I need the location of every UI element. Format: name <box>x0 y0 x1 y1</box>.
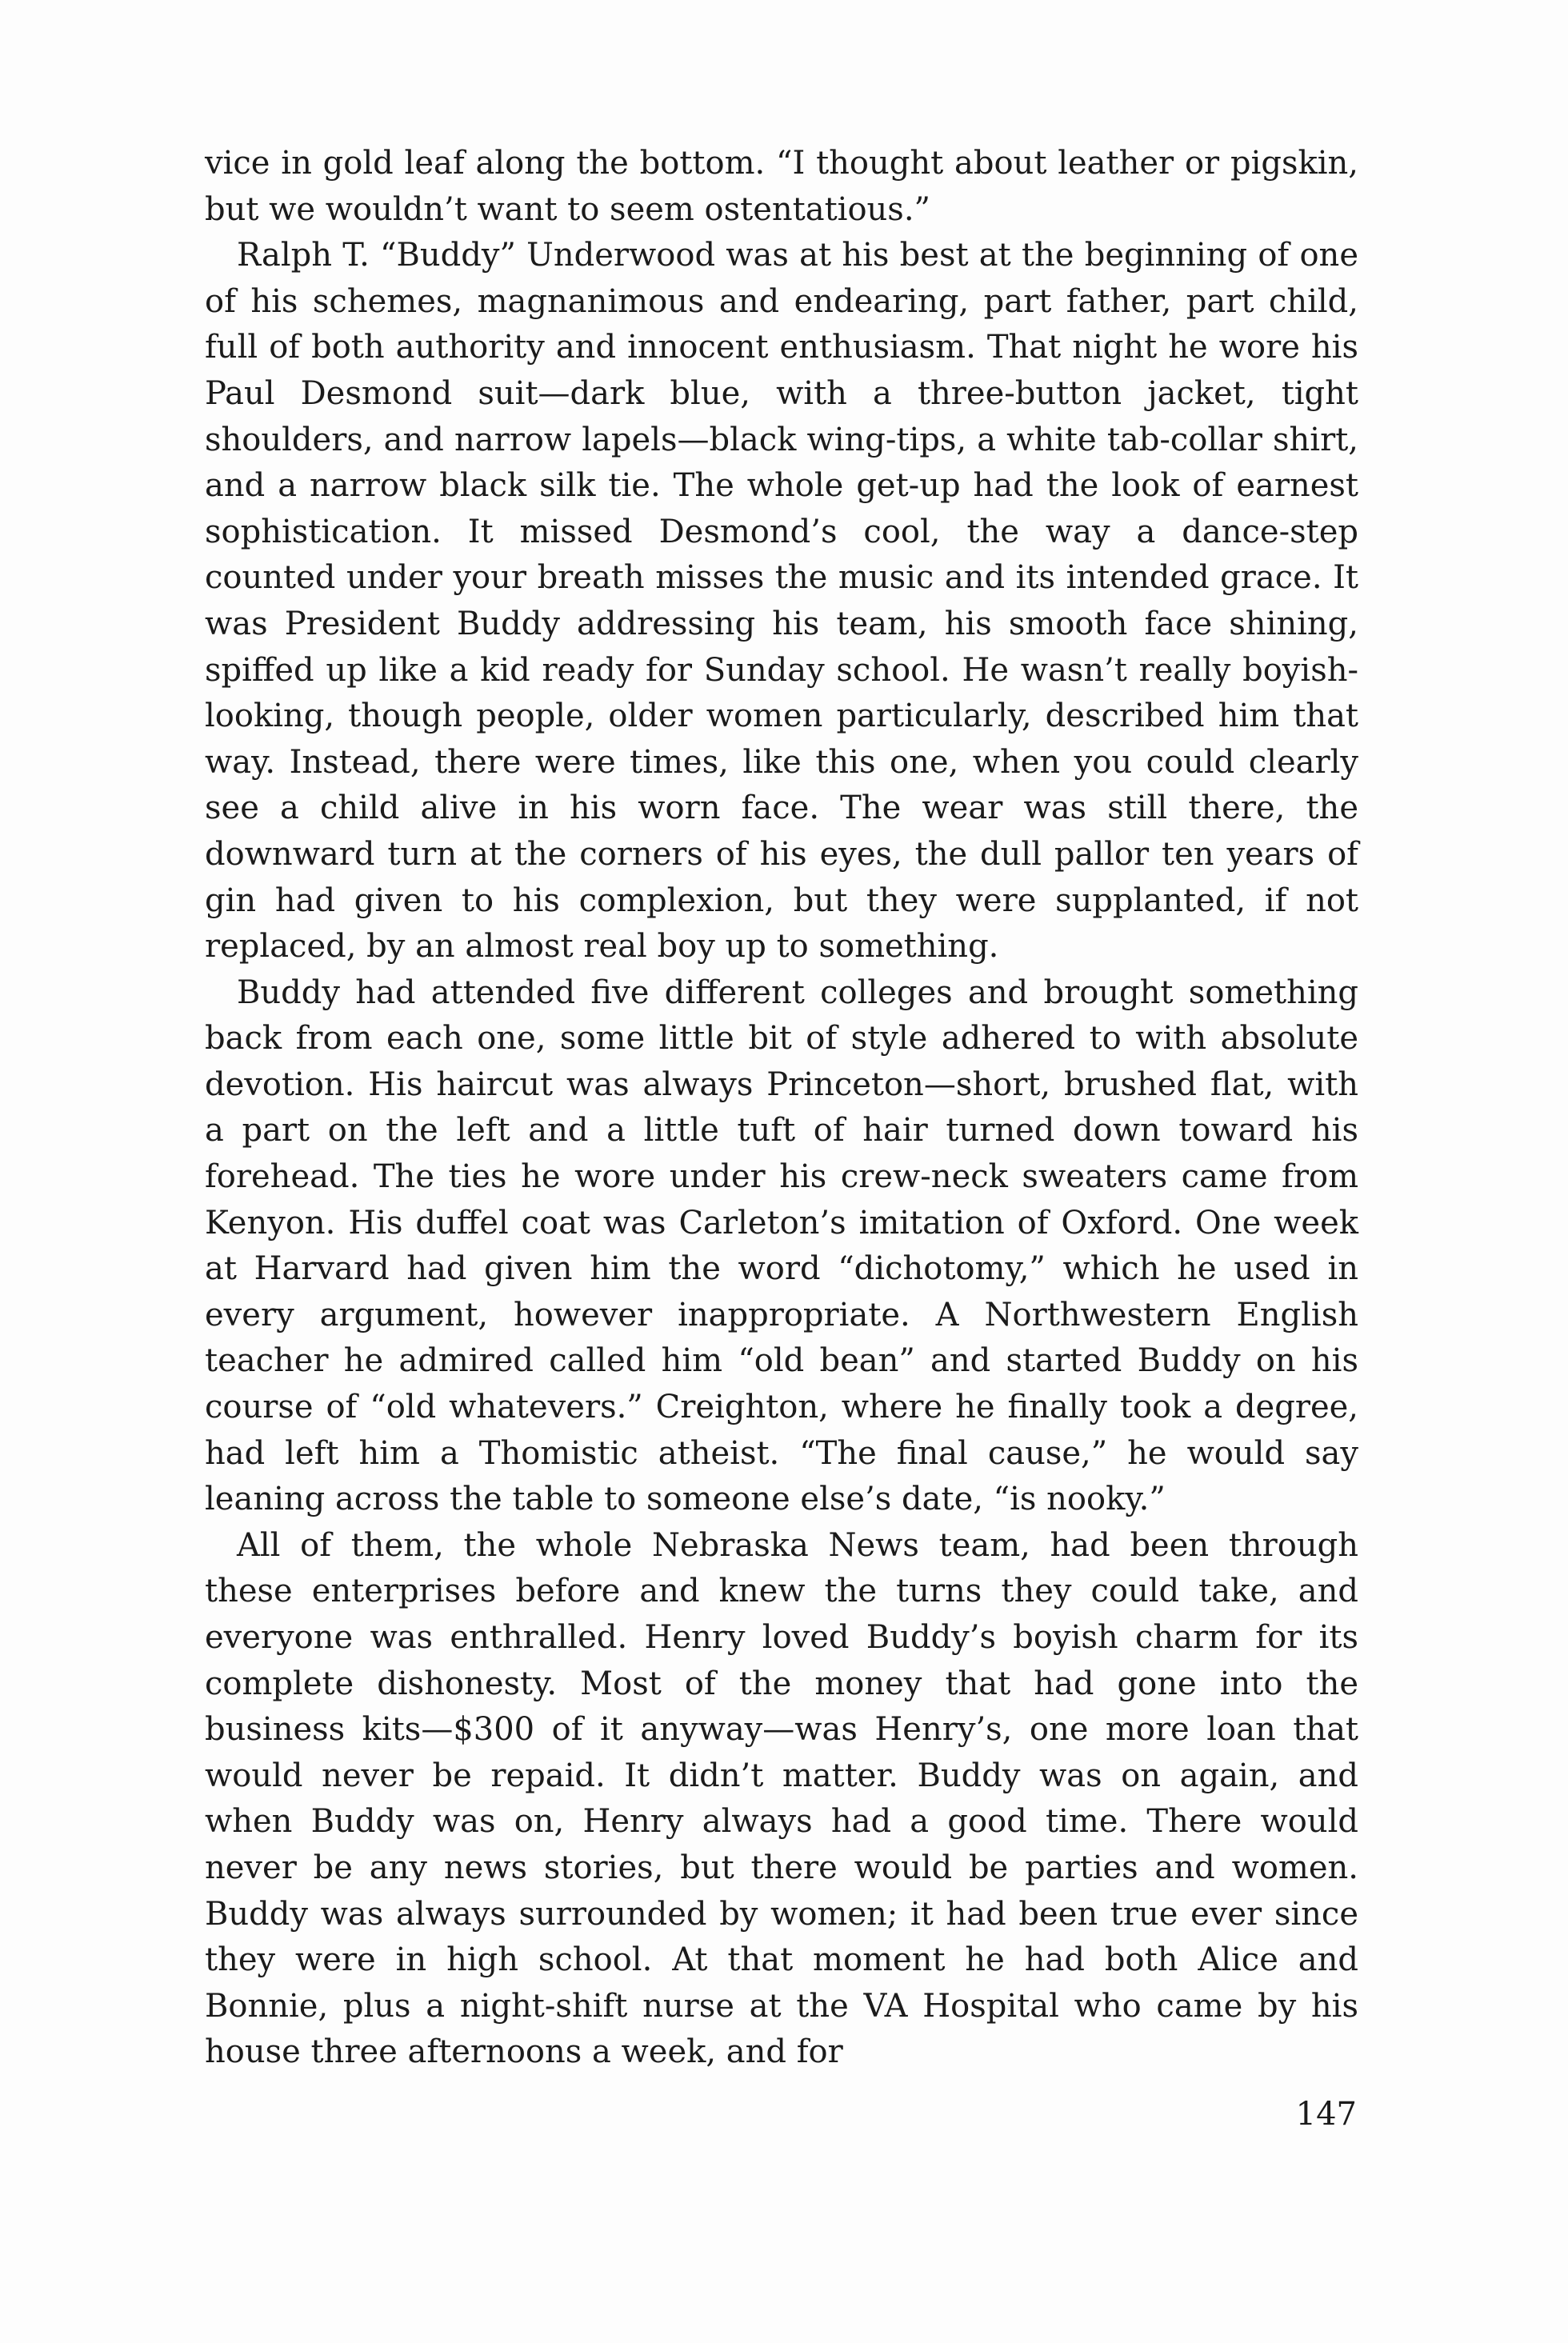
paragraph-buddy-description: Ralph T. “Buddy” Underwood was at his best at the beginning of one of his schemes, magnanimous and endearing, part father, part child, full of both authority and innocent enthusiasm. That night he wore his Paul Desmond suit—dark blue, with a three-button jacket, tight shoulders, and narrow lapels—black wing-tips, a white tab-collar shirt, and a narrow black silk tie. The whole get-up had the look of earnest sophistication. It missed Desmond’s cool, the way a dance-step counted under your breath misses the music and its intended grace. It was President Buddy addressing his team, his smooth face shining, spiffed up like a kid ready for Sunday school. He wasn’t really boyish-looking, though people, older women particularly, described him that way. Instead, there were times, like this one, when you could clearly see a child alive in his worn face. The wear was still there, the downward turn at the corners of his eyes, the dull pallor ten years of gin had given to his complexion, but they were supplanted, if not replaced, by an almost real boy up to something. <box>205 237 1358 966</box>
body-text <box>205 141 1358 2076</box>
paragraph-continuation: vice in gold leaf along the bottom. “I thought about leather or pigskin, but we wouldn’t want to seem ostentatious.” <box>205 145 1358 228</box>
paragraph-buddy-colleges: Buddy had attended five different colleges and brought something back from each one, some little bit of style adhered to with absolute devotion. His haircut was always Princeton—short, brushed flat, with a part on the left and a little tuft of hair turned down toward his forehead. The ties he wore under his crew-neck sweaters came from Kenyon. His duffel coat was Carleton’s imitation of Oxford. One week at Harvard had given him the word “dichotomy,” which he used in every argument, however inappropriate. A Northwestern English teacher he admired called him “old bean” and started Buddy on his course of “old whatevers.” Creighton, where he finally took a degree, had left him a Thomistic atheist. “The final cause,” he would say leaning across the table to someone else’s date, “is nooky.” <box>205 974 1358 1518</box>
page-number: 147 <box>1295 2096 1357 2133</box>
paragraph-news-team: All of them, the whole Nebraska News team, had been through these enterprises before and knew the turns they could take, and everyone was enthralled. Henry loved Buddy’s boyish charm for its complete dishonesty. Most of the money that had gone into the business kits—$300 of it anyway—was Henry’s, one more loan that would never be repaid. It didn’t matter. Buddy was on again, and when Buddy was on, Henry always had a good time. There would never be any news stories, but there would be parties and women. Buddy was always surrounded by women; it had been true ever since they were in high school. At that moment he had both Alice and Bonnie, plus a night-shift nurse at the VA Hospital who came by his house three afternoons a week, and for <box>205 1526 1358 2071</box>
